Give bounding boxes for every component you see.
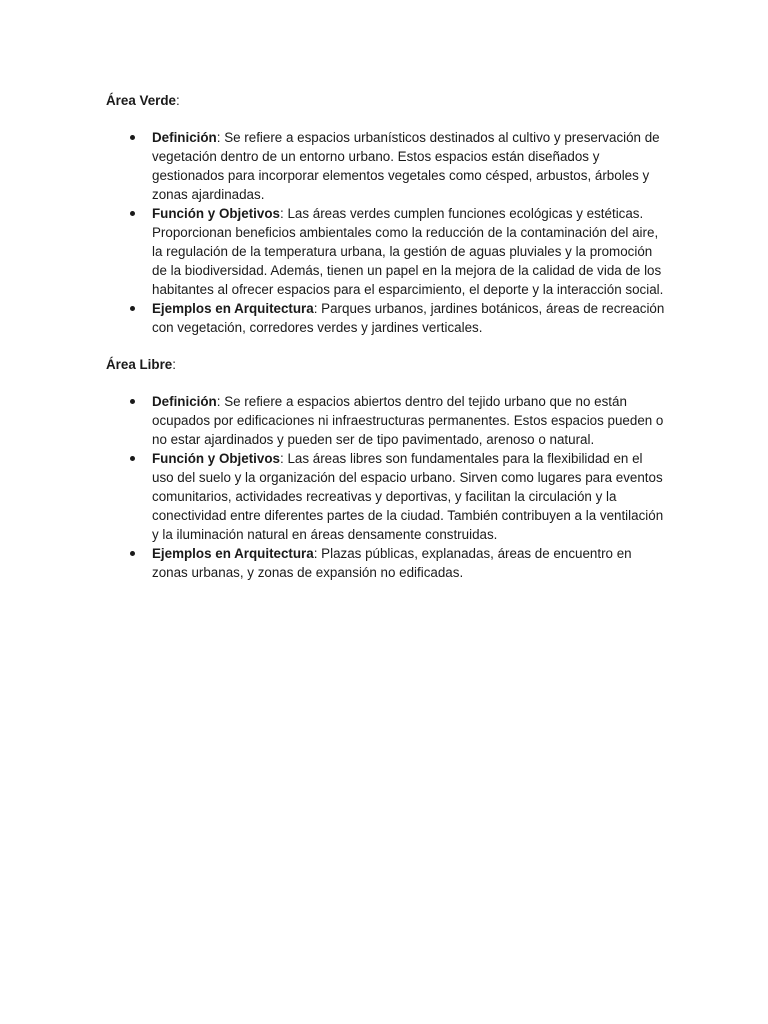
bullet-text: Parques urbanos, jardines botánicos, áreas de recreación con vegetación, corredores verdes y jardines verticales. <box>152 301 665 335</box>
bullet-separator: : <box>216 394 221 409</box>
bullet-icon <box>130 306 135 311</box>
bullet-term: Ejemplos en Arquitectura <box>152 546 314 561</box>
list-item <box>106 449 666 544</box>
bullet-term: Ejemplos en Arquitectura <box>152 301 314 316</box>
section-spacer <box>106 337 666 355</box>
bullet-text: Se refiere a espacios urbanísticos destinados al cultivo y preservación de vegetación dentro de un entorno urbano. Estos espacios están diseñados y gestionados para incorporar elementos vegetales como césped, arbustos, árboles y zonas ajardinadas. <box>152 130 660 202</box>
section-heading <box>106 355 666 374</box>
section-heading-colon: : <box>175 93 180 108</box>
bullet-icon <box>130 551 135 556</box>
bullet-text: Plazas públicas, explanadas, áreas de encuentro en zonas urbanas, y zonas de expansión no edificadas. <box>152 546 632 580</box>
bullet-list <box>106 392 666 582</box>
bullet-separator: : <box>313 301 318 316</box>
list-item <box>106 204 666 299</box>
bullet-text: Las áreas verdes cumplen funciones ecológicas y estéticas. Proporcionan beneficios ambientales como la reducción de la contaminación del aire, la regulación de la temperatura urbana, la gestión de aguas pluviales y la promoción de la biodiversidad. Además, tienen un papel en la mejora de la calidad de vida de los habitantes al ofrecer espacios para el esparcimiento, el deporte y la interacción social. <box>152 206 664 297</box>
bullet-icon <box>130 399 135 404</box>
section-area-libre <box>106 355 666 582</box>
bullet-text: Las áreas libres son fundamentales para la flexibilidad en el uso del suelo y la organización del espacio urbano. Sirven como lugares para eventos comunitarios, actividades recreativas y deportivas, y facilitan la circulación y la conectividad entre diferentes partes de la ciudad. También contribuyen a la ventilación y la iluminación natural en áreas densamente construidas. <box>152 451 664 542</box>
list-item <box>106 299 666 337</box>
section-heading-label: Área Verde <box>106 93 176 108</box>
document-body <box>106 91 666 582</box>
bullet-text: Se refiere a espacios abiertos dentro del tejido urbano que no están ocupados por edificaciones ni infraestructuras permanentes. Estos espacios pueden o no estar ajardinados y pueden ser de tipo pavimentado, arenoso o natural. <box>152 394 664 447</box>
bullet-separator: : <box>279 451 284 466</box>
section-heading-colon: : <box>172 357 176 372</box>
list-item <box>106 544 666 582</box>
bullet-term: Definición <box>152 394 217 409</box>
bullet-icon <box>130 211 135 216</box>
list-item <box>106 128 666 204</box>
section-heading <box>106 91 666 110</box>
bullet-list <box>106 128 666 337</box>
bullet-icon <box>130 456 135 461</box>
section-area-verde <box>106 91 666 337</box>
bullet-term: Función y Objetivos <box>152 451 280 466</box>
bullet-term: Definición <box>152 130 217 145</box>
bullet-icon <box>130 135 135 140</box>
section-heading-label: Área Libre <box>106 357 173 372</box>
bullet-separator: : <box>279 206 284 221</box>
bullet-term: Función y Objetivos <box>152 206 280 221</box>
bullet-separator: : <box>216 130 221 145</box>
bullet-separator: : <box>313 546 318 561</box>
list-item <box>106 392 666 449</box>
